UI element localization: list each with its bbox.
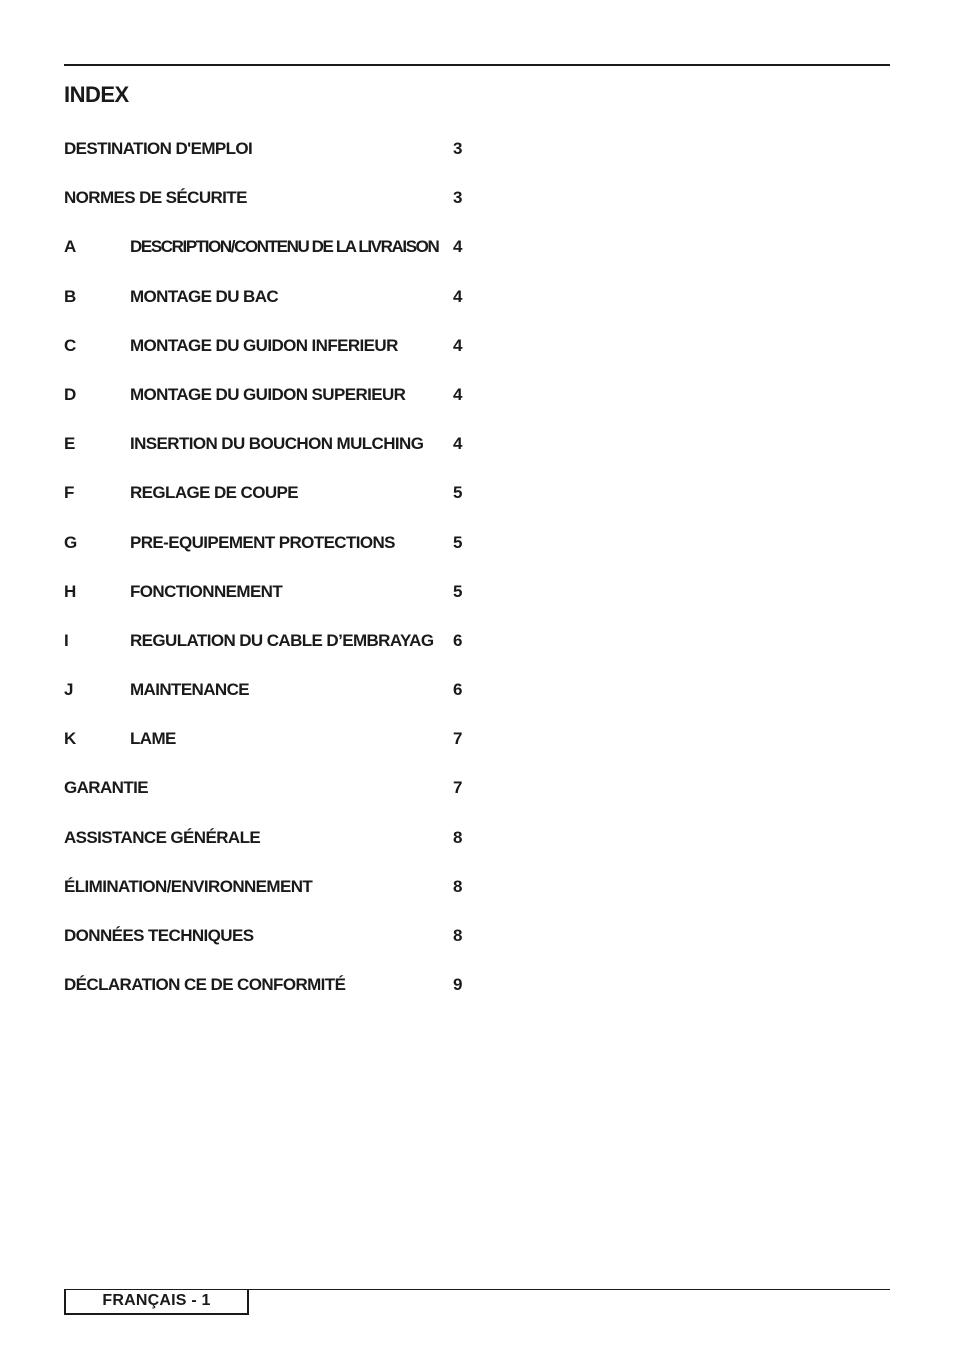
- toc-entry[interactable]: [64, 235, 484, 284]
- toc-entry-title: DONNÉES TECHNIQUES: [64, 926, 254, 945]
- toc-entry-page: 4: [453, 237, 462, 257]
- toc-entry-title: REGLAGE DE COUPE: [130, 483, 298, 503]
- toc-entry[interactable]: [64, 973, 484, 1022]
- toc-entry-title: GARANTIE: [64, 778, 148, 798]
- toc-entry-page: 4: [453, 286, 462, 306]
- toc-entry-letter: F: [64, 483, 74, 503]
- toc-entry[interactable]: [64, 531, 484, 580]
- page-title: INDEX: [64, 82, 129, 107]
- toc-entry-letter: A: [64, 237, 76, 257]
- toc-entry-page: 3: [453, 139, 462, 158]
- toc-entry[interactable]: [64, 334, 484, 383]
- toc-entry[interactable]: [64, 875, 484, 924]
- toc-entry-page: 4: [453, 335, 462, 355]
- toc-entry[interactable]: [64, 285, 484, 334]
- toc-entry-title: DESTINATION D'EMPLOI: [64, 139, 253, 158]
- toc-entry[interactable]: [64, 432, 484, 481]
- toc-entry[interactable]: [64, 776, 484, 825]
- toc-entry[interactable]: [64, 826, 484, 875]
- toc-entry[interactable]: [64, 137, 484, 186]
- toc-entry-title: NORMES DE SÉCURITE: [64, 188, 247, 208]
- toc-entry-page: 9: [453, 975, 462, 995]
- toc-entry-page: 7: [453, 729, 462, 749]
- toc-entry-page: 5: [453, 532, 462, 552]
- toc-entry[interactable]: [64, 924, 484, 973]
- toc-entry-letter: D: [64, 384, 76, 404]
- toc-entry-title: REGULATION DU CABLE D’EMBRAYAG: [130, 630, 434, 650]
- toc-entry-title: DESCRIPTION/CONTENU DE LA LIVRAISON: [130, 237, 439, 257]
- toc-entry-title: MAINTENANCE: [130, 680, 250, 700]
- toc-entry[interactable]: [64, 629, 484, 678]
- toc-entry-page: 6: [453, 680, 462, 700]
- toc-entry-page: 7: [453, 778, 462, 798]
- table-of-contents: [64, 137, 484, 1022]
- toc-entry-letter: G: [64, 532, 77, 552]
- toc-entry-title: FONCTIONNEMENT: [130, 581, 283, 601]
- toc-entry-page: 6: [453, 630, 462, 650]
- toc-entry-title: INSERTION DU BOUCHON MULCHING: [130, 434, 424, 454]
- toc-entry-page: 8: [453, 926, 462, 945]
- toc-entry-page: 3: [453, 188, 462, 208]
- toc-entry[interactable]: [64, 678, 484, 727]
- toc-entry[interactable]: [64, 383, 484, 432]
- toc-entry-page: 8: [453, 876, 462, 896]
- toc-entry[interactable]: [64, 727, 484, 776]
- toc-entry-page: 5: [453, 483, 462, 503]
- footer-page-label: FRANÇAIS - 1: [64, 1290, 249, 1315]
- toc-entry-letter: K: [64, 729, 76, 749]
- toc-entry-title: LAME: [130, 729, 176, 749]
- toc-entry-title: MONTAGE DU GUIDON INFERIEUR: [130, 335, 398, 355]
- toc-entry-title: PRE-EQUIPEMENT PROTECTIONS: [130, 532, 395, 552]
- top-divider: [64, 64, 890, 66]
- toc-entry[interactable]: [64, 580, 484, 629]
- toc-entry-page: 4: [453, 384, 462, 404]
- toc-entry-title: MONTAGE DU BAC: [130, 286, 279, 306]
- toc-entry-title: ÉLIMINATION/ENVIRONNEMENT: [64, 876, 313, 896]
- toc-entry-letter: C: [64, 335, 76, 355]
- toc-entry[interactable]: [64, 481, 484, 530]
- toc-entry-page: 8: [453, 827, 462, 847]
- toc-entry[interactable]: [64, 186, 484, 235]
- toc-entry-page: 4: [453, 434, 462, 454]
- toc-entry-page: 5: [453, 581, 462, 601]
- toc-entry-letter: B: [64, 286, 76, 306]
- toc-entry-letter: H: [64, 581, 76, 601]
- toc-entry-letter: J: [64, 680, 73, 700]
- toc-entry-title: ASSISTANCE GÉNÉRALE: [64, 827, 261, 847]
- toc-entry-letter: I: [64, 630, 69, 650]
- toc-entry-title: MONTAGE DU GUIDON SUPERIEUR: [130, 384, 406, 404]
- toc-entry-title: DÉCLARATION CE DE CONFORMITÉ: [64, 975, 346, 995]
- toc-entry-letter: E: [64, 434, 75, 454]
